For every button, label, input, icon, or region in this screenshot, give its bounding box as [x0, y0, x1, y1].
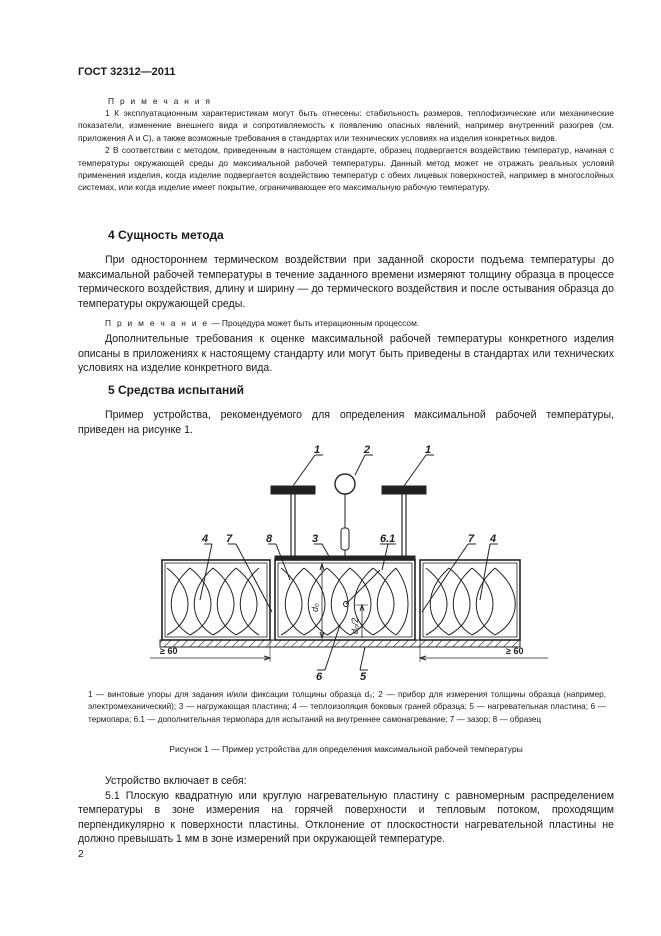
dim-gap-left: ≥ 60: [160, 646, 178, 656]
load-plate: [275, 556, 415, 560]
label-4-left: 4: [202, 533, 209, 545]
section-4-paragraph-2: Дополнительные требования к оценке максимальной рабочей температуры конкретного изделия описаны в приложениях к настоящему стандарту или могут быть приведены в стандартах или технических условиях на изделие конкретного вида.: [78, 333, 614, 375]
screw-stop-left: [271, 486, 315, 494]
gauge-probe: [341, 528, 349, 550]
device-intro: Устройство включает в себя:: [105, 775, 247, 787]
screw-stop-right: [382, 486, 426, 494]
dim-d0: d₀: [310, 603, 320, 612]
left-insulation: [162, 560, 270, 640]
dim-gap-right: ≥ 60: [506, 646, 524, 656]
label-6: 6: [316, 671, 323, 683]
notes-heading: П р и м е ч а н и я: [108, 96, 212, 106]
note-1: 1 К эксплуатационным характеристикам могут быть отнесены: стабильность размеров, теплофизические или механические показатели, изменение внешнего вида и сопротивляемость к появлению опасных явлений, например внутренний разогрев (см. приложения А и С), а также возможные требования в стандартах или технических условиях на изделия конкретных видов.: [78, 108, 614, 143]
label-3: 3: [312, 533, 319, 545]
section-4-body: [78, 253, 614, 311]
notes-block: [78, 107, 614, 194]
figure-title: Рисунок 1 — Пример устройства для определения максимальной рабочей температуры: [169, 744, 523, 754]
section-5-title: 5 Средства испытаний: [108, 383, 245, 397]
device-5-1: 5.1 Плоскую квадратную или круглую нагревательную пластину с равномерным распределением температуры в зоне измерения на горячей поверхности и тепловым потоком, проходящим перпендикулярно к поверхности пластины. Отклонение от плоскостности нагревательной пластины не должно превышать 1 мм в зоне измерений при окружающей температуре.: [78, 789, 614, 846]
section-4-paragraph-1: При одностороннем термическом воздействии при заданной скорости подъема температуры до максимальной рабочей температуры в течение заданного времени измеряют толщину образца в процессе термического воздействия, длину и ширину — до термического воздействия и после остывания образца до температуры окружающей среды.: [78, 254, 614, 310]
page-number: 2: [78, 849, 84, 860]
section-4-title: 4 Сущность метода: [108, 228, 224, 242]
heating-plate: [160, 640, 520, 647]
section-4-note: [105, 317, 614, 329]
label-6-1: 6.1: [380, 533, 396, 545]
note-text: — Процедура может быть итерационным процессом.: [208, 318, 420, 328]
note-2: 2 В соответствии с методом, приведенным в настоящем стандарте, образец подвергается воздействию температур, начиная с температуры окружающей среды до максимальной рабочей температуры. Данный метод может не отражать реальных условий применения изделия, когда изделие подвергается воздействию температур с обеих лицевых поверхностей, например в многослойных системах, или когда изделие имеет покрытие, ограничивающее его максимальную рабочую температуру.: [78, 145, 614, 193]
figure-1-diagram: [150, 440, 550, 685]
label-8: 8: [266, 533, 273, 545]
label-7-right: 7: [468, 533, 475, 545]
note-label: П р и м е ч а н и е: [105, 318, 209, 328]
section-5-paragraph-1: Пример устройства, рекомендуемого для определения максимальной рабочей температуры, приведен на рисунке 1.: [78, 409, 614, 436]
document-header: ГОСТ 32312—2011: [78, 66, 176, 78]
device-section: [78, 774, 614, 847]
label-7-left: 7: [226, 533, 233, 545]
label-2: 2: [364, 444, 371, 456]
thickness-gauge: [335, 474, 355, 494]
section-5-body: [78, 408, 614, 437]
label-5: 5: [360, 671, 367, 683]
label-1-left: 1: [314, 444, 321, 456]
label-1-right: 1: [425, 444, 432, 456]
section-4-body-2: [78, 332, 614, 376]
dim-d0-half: d₀/2: [350, 617, 360, 634]
figure-legend: 1 — винтовые упоры для задания и/или фиксации толщины образца d₀; 2 — прибор для измерения толщины образца (например, электромеханический); 3 — нагружающая пластина; 4 — теплоизоляция боковых граней образца; 5 — нагревательная пластина; 6 — термопара; 6.1 — дополнительная термопара для испытаний на внутреннее самонагревание; 7 — зазор; 8 — образец: [88, 690, 606, 724]
label-4-right: 4: [490, 533, 497, 545]
